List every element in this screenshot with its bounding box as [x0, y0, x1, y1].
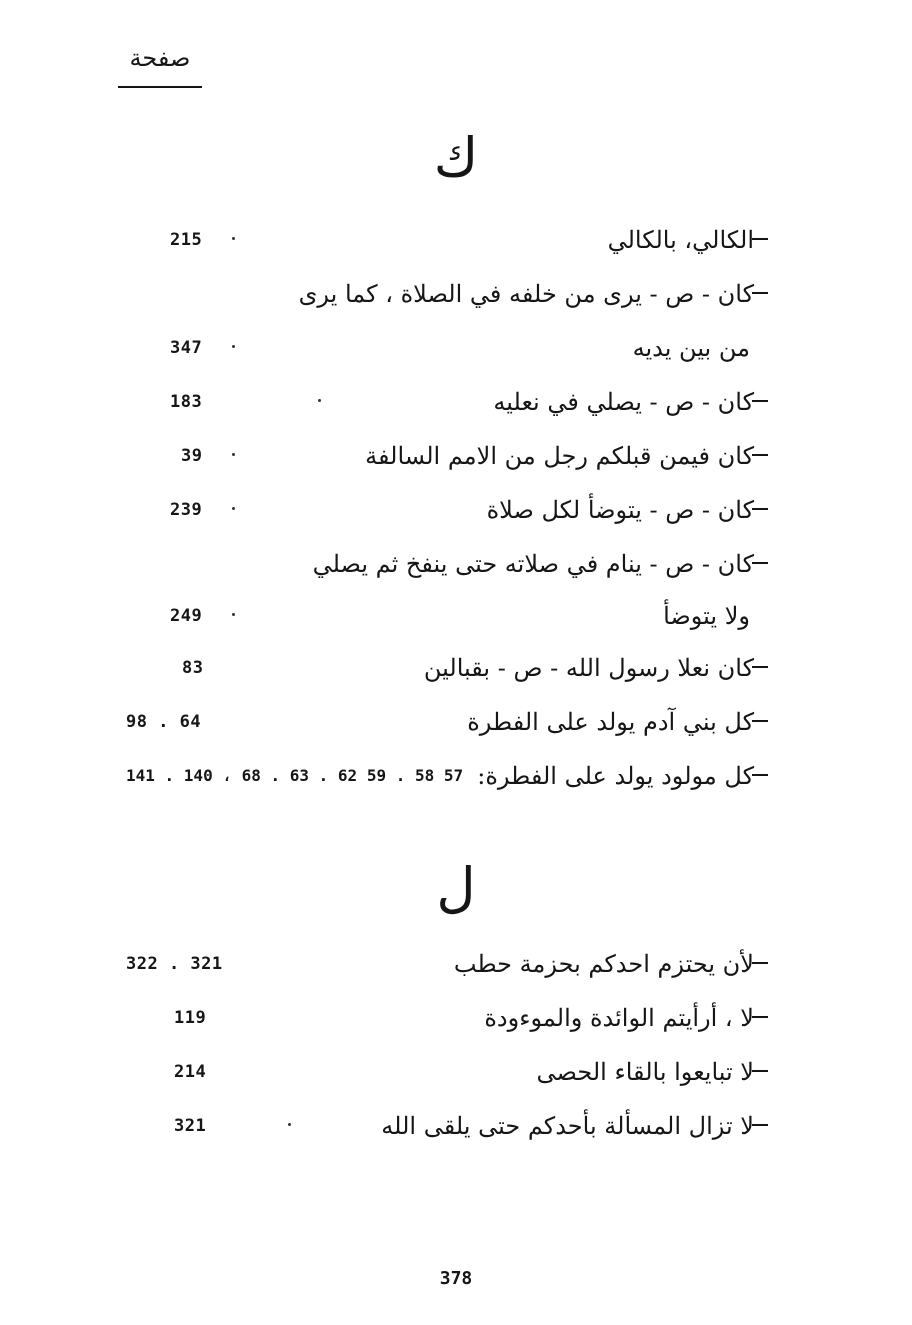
entry-pages: 347: [170, 338, 203, 358]
entry-dash: [752, 292, 768, 294]
entry-text: كان - ص - يتوضأ لكل صلاة: [486, 496, 754, 524]
index-entry: [0, 756, 912, 796]
entry-pages: 83: [182, 658, 204, 678]
section-letter-kaf: ك: [433, 126, 479, 189]
index-entry: [0, 382, 912, 422]
index-entry: [0, 274, 912, 314]
entry-text: لا تبايعوا بالقاء الحصى: [536, 1058, 754, 1086]
index-entry-continuation: [0, 328, 912, 368]
entry-text: الكالي، بالكالي: [607, 226, 754, 254]
entry-dash: [752, 1124, 768, 1126]
entry-text: كان - ص - يصلي في نعليه: [493, 388, 754, 416]
page-number: 378: [439, 1268, 473, 1289]
leader-dot: [288, 1123, 291, 1126]
entry-pages: 322 . 321: [126, 954, 223, 974]
entry-dash: [752, 400, 768, 402]
index-entry: [0, 648, 912, 688]
index-entry: [0, 1106, 912, 1146]
index-entry: [0, 436, 912, 476]
leader-dot: [232, 345, 235, 348]
entry-pages: 214: [174, 1062, 207, 1082]
section-letter-lam: ل: [436, 856, 476, 919]
index-entry: [0, 944, 912, 984]
entry-text: كان نعلا رسول الله - ص - بقبالين: [423, 654, 754, 682]
index-entry: [0, 702, 912, 742]
leader-dot: [318, 399, 321, 402]
entry-text: لا ، أرأيتم الوائدة والموءودة: [484, 1004, 754, 1032]
entry-pages: 249: [170, 606, 203, 626]
index-entry: [0, 544, 912, 584]
entry-dash: [752, 1070, 768, 1072]
entry-pages: 98 . 64: [126, 712, 202, 732]
entry-dash: [752, 720, 768, 722]
entry-pages: 141 . 140 ، 68 . 63 . 62 59 . 58 57: [126, 766, 464, 785]
entry-pages: 239: [170, 500, 203, 520]
entry-text: كان - ص - ينام في صلاته حتى ينفخ ثم يصلي: [312, 550, 754, 578]
entry-text: كل بني آدم يولد على الفطرة: [467, 708, 754, 736]
leader-dot: [232, 507, 235, 510]
column-header: صفحة: [118, 44, 202, 88]
leader-dot: [232, 453, 235, 456]
entry-dash: [752, 238, 768, 240]
index-entry: [0, 1052, 912, 1092]
entry-text: ولا يتوضأ: [663, 602, 750, 630]
index-entry: [0, 998, 912, 1038]
entry-dash: [752, 508, 768, 510]
entry-text: لأن يحتزم احدكم بحزمة حطب: [453, 950, 754, 978]
entry-dash: [752, 562, 768, 564]
entry-dash: [752, 666, 768, 668]
entry-dash: [752, 962, 768, 964]
entry-text: كان فيمن قبلكم رجل من الامم السالفة: [365, 442, 754, 470]
entry-dash: [752, 1016, 768, 1018]
leader-dot: [232, 237, 235, 240]
entry-pages: 119: [174, 1008, 207, 1028]
entry-pages: 39: [181, 446, 203, 466]
entry-dash: [752, 454, 768, 456]
index-entry: [0, 490, 912, 530]
leader-dot: [232, 613, 235, 616]
entry-pages: 321: [174, 1116, 207, 1136]
entry-text: من بين يديه: [632, 334, 750, 362]
index-entry: [0, 220, 912, 260]
entry-text: كل مولود يولد على الفطرة:: [477, 762, 754, 790]
entry-pages: 215: [170, 230, 203, 250]
entry-dash: [752, 774, 768, 776]
entry-text: لا تزال المسألة بأحدكم حتى يلقى الله: [381, 1112, 754, 1140]
index-entry-continuation: [0, 596, 912, 636]
entry-text: كان - ص - يرى من خلفه في الصلاة ، كما يرى: [298, 280, 754, 308]
entry-pages: 183: [170, 392, 203, 412]
